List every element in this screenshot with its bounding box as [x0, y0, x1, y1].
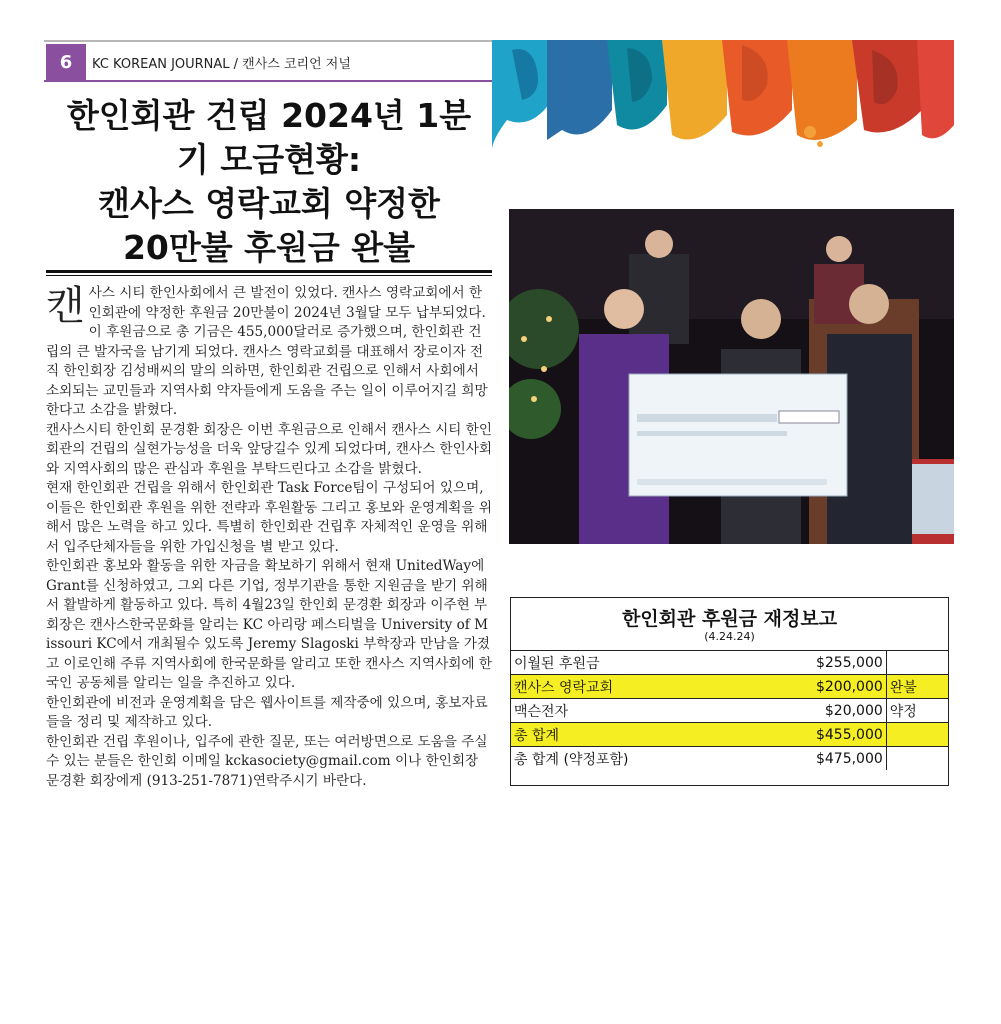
row-label: 총 합계 (약정포함) — [511, 747, 702, 771]
row-amount: $200,000 — [702, 675, 886, 699]
headline-line-4: 20만불 후원금 완불 — [122, 228, 416, 267]
check-presentation-photo — [509, 209, 954, 544]
page-number-badge: 6 — [46, 44, 86, 80]
report-date: (4.24.24) — [704, 630, 755, 643]
headline-line-1: 한인회관 건립 2024년 1분 — [66, 96, 472, 135]
row-note: 약정 — [886, 699, 948, 723]
article-paragraph-3: 현재 한인회관 건립을 위해서 한인회관 Task Force팀이 구성되어 있으며, 이들은 한인회관 후원을 위한 전략과 후원활동 그리고 홍보와 운영계획을 위해서 많은 노력을 하고 있다. 특별히 한인회관 건립후 자체적인 운영을 위해서 입주단체자들을 위한 가입신청을 별 받고 있다. — [46, 480, 492, 555]
row-amount: $455,000 — [702, 723, 886, 747]
row-amount: $255,000 — [702, 651, 886, 675]
row-label: 이월된 후원금 — [511, 651, 702, 675]
header-underline — [44, 80, 496, 82]
article-body — [46, 284, 492, 791]
row-label: 총 합계 — [511, 723, 702, 747]
article-paragraph-4: 한인회관 홍보와 활동을 위한 자금을 확보하기 위해서 현재 UnitedWay에 Grant를 신청하였고, 그외 다른 기업, 정부기관을 통한 지원금을 받기 위해서 활발하게 활동하고 있다. 특히 4월23일 한인회 문경환 회장과 이주현 부회장은 캔사스한국문화를 알리는 KC 아리랑 페스티벌을 University of Missouri KC에서 개최될수 있도록 Jeremy Slagoski 부학장과 만남을 가졌고 이로인해 주류 지역사회에 한국문화를 알리고 또한 캔사스 지역사회에 한국인 공동체를 알리는 일을 추진하고 있다. — [46, 558, 492, 691]
table-row — [511, 747, 948, 771]
row-label: 캔사스 영락교회 — [511, 675, 702, 699]
row-label: 맥슨전자 — [511, 699, 702, 723]
silhouettes-banner-image — [492, 40, 1001, 150]
article-paragraph-5: 한인회관에 비전과 운영계획을 담은 웹사이트를 제작중에 있으며, 홍보자료들을 정리 및 제작하고 있다. — [46, 694, 488, 730]
headline-line-2: 기 모금현황: — [176, 140, 362, 179]
table-row — [511, 723, 948, 747]
row-note — [886, 723, 948, 747]
row-amount: $20,000 — [702, 699, 886, 723]
drop-cap: 캔 — [46, 283, 85, 329]
table-row — [511, 699, 948, 723]
headline-line-3: 캔사스 영락교회 약정한 — [98, 184, 440, 223]
row-amount: $475,000 — [702, 747, 886, 771]
table-row — [511, 651, 948, 675]
headline-rule-thin — [46, 275, 492, 276]
article-paragraph-2: 캔사스시티 한인회 문경환 회장은 이번 후원금으로 인해서 캔사스 시티 한인회관의 건립의 실현가능성을 더욱 앞당길수 있게 되었다며, 캔사스 한인사회와 지역사회의 많은 관심과 후원을 부탁드린다고 소감을 밝혔다. — [46, 421, 492, 477]
journal-title: KC KOREAN JOURNAL / 캔사스 코리언 저널 — [92, 57, 351, 72]
headline-rule — [46, 270, 492, 273]
table-row — [511, 675, 948, 699]
row-note — [886, 747, 948, 771]
article-paragraph-6: 한인회관 건립 후원이나, 입주에 관한 질문, 또는 여러방면으로 도움을 주실수 있는 분들은 한인회 이메일 kckasociety@gmail.com 이나 한인회장 문경환 회장에게 (913-251-7871)연락주시기 바란다. — [46, 733, 488, 789]
report-rows — [511, 650, 948, 770]
report-title: 한인회관 후원금 재정보고 — [621, 608, 838, 630]
article-paragraph-1: 사스 시티 한인사회에서 큰 발전이 있었다. 캔사스 영락교회에서 한인회관에 약정한 후원금 20만불이 2024년 3월달 모두 납부되었다. 이 후원금으로 총 기금은 455,000달러로 증가했으며, 한인회관 건립의 큰 발자국을 남기게 되었다. 캔사스 영락교회를 대표해서 장로이자 전직 한인회장 김성배씨의 말의 의하면, 한인회관 건립으로 인해서 사회에서 소외되는 교민들과 지역사회 약자들에게 도움을 주는 일이 이루어지길 희망한다고 소감을 밝혔다. — [46, 285, 488, 418]
row-note — [886, 651, 948, 675]
headline — [46, 94, 492, 270]
financial-report-table — [510, 597, 949, 786]
row-note: 완불 — [886, 675, 948, 699]
